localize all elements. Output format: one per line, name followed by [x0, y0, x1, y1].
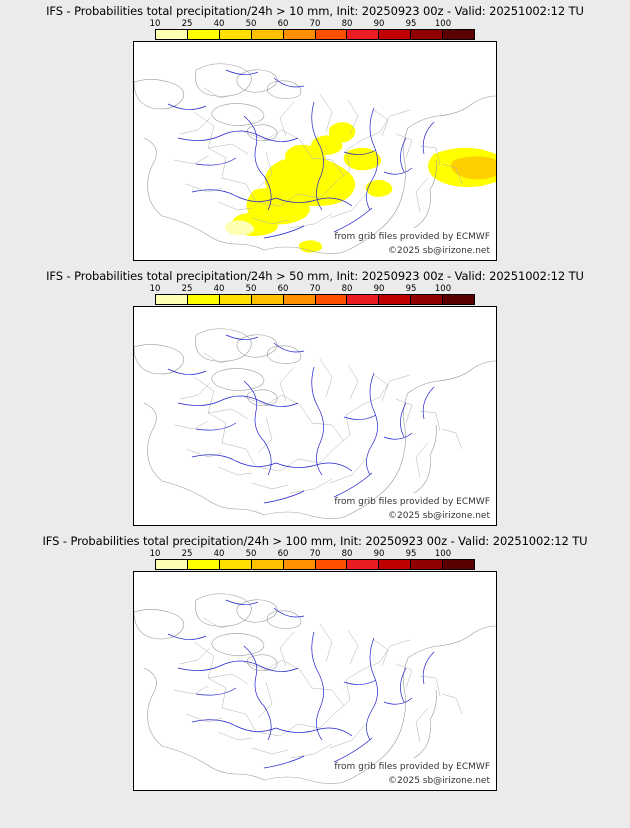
legend-100mm [145, 549, 485, 571]
legend-tick: 10 [149, 549, 161, 559]
legend-swatch [156, 30, 188, 39]
legend-swatch [156, 295, 188, 304]
legend-tick: 95 [405, 284, 417, 294]
legend-tick: 70 [309, 549, 321, 559]
legend-swatch [188, 560, 220, 569]
legend-tick: 25 [181, 549, 193, 559]
legend-tick: 90 [373, 549, 385, 559]
legend-swatch [252, 560, 284, 569]
legend-swatch [220, 295, 252, 304]
credit-grib-100mm: from grib files provided by ECMWF [334, 762, 490, 772]
legend-tick: 80 [341, 284, 353, 294]
legend-colorbar-50mm [155, 294, 475, 305]
legend-ticks-50mm [145, 284, 485, 294]
legend-swatch [443, 30, 474, 39]
legend-swatch [316, 30, 348, 39]
legend-tick: 50 [245, 549, 257, 559]
map-graphic-10mm [134, 42, 496, 260]
legend-tick: 95 [405, 19, 417, 29]
map-graphic-100mm [134, 572, 496, 790]
credit-copyright-10mm: ©2025 sb@irizone.net [388, 246, 490, 256]
legend-tick: 70 [309, 284, 321, 294]
legend-swatch [284, 30, 316, 39]
legend-swatch [220, 30, 252, 39]
legend-tick: 100 [434, 284, 452, 294]
forecast-panel-10mm [0, 0, 630, 261]
panel-title-10mm: IFS - Probabilities total precipitation/24h > 10 mm, Init: 20250923 00z - Valid: 20251002:12 TU [46, 4, 584, 18]
legend-swatch [252, 30, 284, 39]
legend-tick: 60 [277, 549, 289, 559]
legend-swatch [411, 295, 443, 304]
legend-tick: 25 [181, 19, 193, 29]
legend-tick: 50 [245, 284, 257, 294]
legend-tick: 90 [373, 19, 385, 29]
legend-swatch [411, 30, 443, 39]
legend-tick: 10 [149, 19, 161, 29]
legend-tick: 25 [181, 284, 193, 294]
legend-tick: 80 [341, 19, 353, 29]
legend-tick: 10 [149, 284, 161, 294]
legend-tick: 60 [277, 19, 289, 29]
legend-tick: 95 [405, 549, 417, 559]
legend-swatch [156, 560, 188, 569]
legend-swatch [316, 560, 348, 569]
legend-swatch [411, 560, 443, 569]
legend-swatch [379, 560, 411, 569]
map-graphic-50mm [134, 307, 496, 525]
legend-tick: 50 [245, 19, 257, 29]
legend-swatch [252, 295, 284, 304]
panel-title-50mm: IFS - Probabilities total precipitation/24h > 50 mm, Init: 20250923 00z - Valid: 20251002:12 TU [46, 269, 584, 283]
legend-swatch [284, 295, 316, 304]
legend-swatch [347, 295, 379, 304]
legend-swatch [379, 30, 411, 39]
forecast-panel-50mm [0, 265, 630, 526]
legend-swatch [284, 560, 316, 569]
legend-swatch [220, 560, 252, 569]
legend-tick: 100 [434, 549, 452, 559]
map-canvas-50mm[interactable] [133, 306, 497, 526]
legend-swatch [443, 560, 474, 569]
legend-swatch [443, 295, 474, 304]
credit-grib-10mm: from grib files provided by ECMWF [334, 232, 490, 242]
legend-50mm [145, 284, 485, 306]
credit-copyright-50mm: ©2025 sb@irizone.net [388, 511, 490, 521]
legend-swatch [347, 560, 379, 569]
map-canvas-10mm[interactable] [133, 41, 497, 261]
legend-tick: 90 [373, 284, 385, 294]
map-canvas-100mm[interactable] [133, 571, 497, 791]
legend-tick: 40 [213, 19, 225, 29]
legend-swatch [188, 295, 220, 304]
legend-tick: 40 [213, 549, 225, 559]
legend-tick: 40 [213, 284, 225, 294]
legend-tick: 70 [309, 19, 321, 29]
forecast-panel-100mm [0, 530, 630, 791]
credit-copyright-100mm: ©2025 sb@irizone.net [388, 776, 490, 786]
legend-colorbar-100mm [155, 559, 475, 570]
panel-title-100mm: IFS - Probabilities total precipitation/24h > 100 mm, Init: 20250923 00z - Valid: 20251002:12 TU [42, 534, 588, 548]
legend-swatch [188, 30, 220, 39]
legend-swatch [316, 295, 348, 304]
legend-tick: 100 [434, 19, 452, 29]
legend-ticks-100mm [145, 549, 485, 559]
legend-swatch [347, 30, 379, 39]
legend-tick: 80 [341, 549, 353, 559]
legend-ticks-10mm [145, 19, 485, 29]
credit-grib-50mm: from grib files provided by ECMWF [334, 497, 490, 507]
legend-10mm [145, 19, 485, 41]
legend-tick: 60 [277, 284, 289, 294]
legend-swatch [379, 295, 411, 304]
legend-colorbar-10mm [155, 29, 475, 40]
